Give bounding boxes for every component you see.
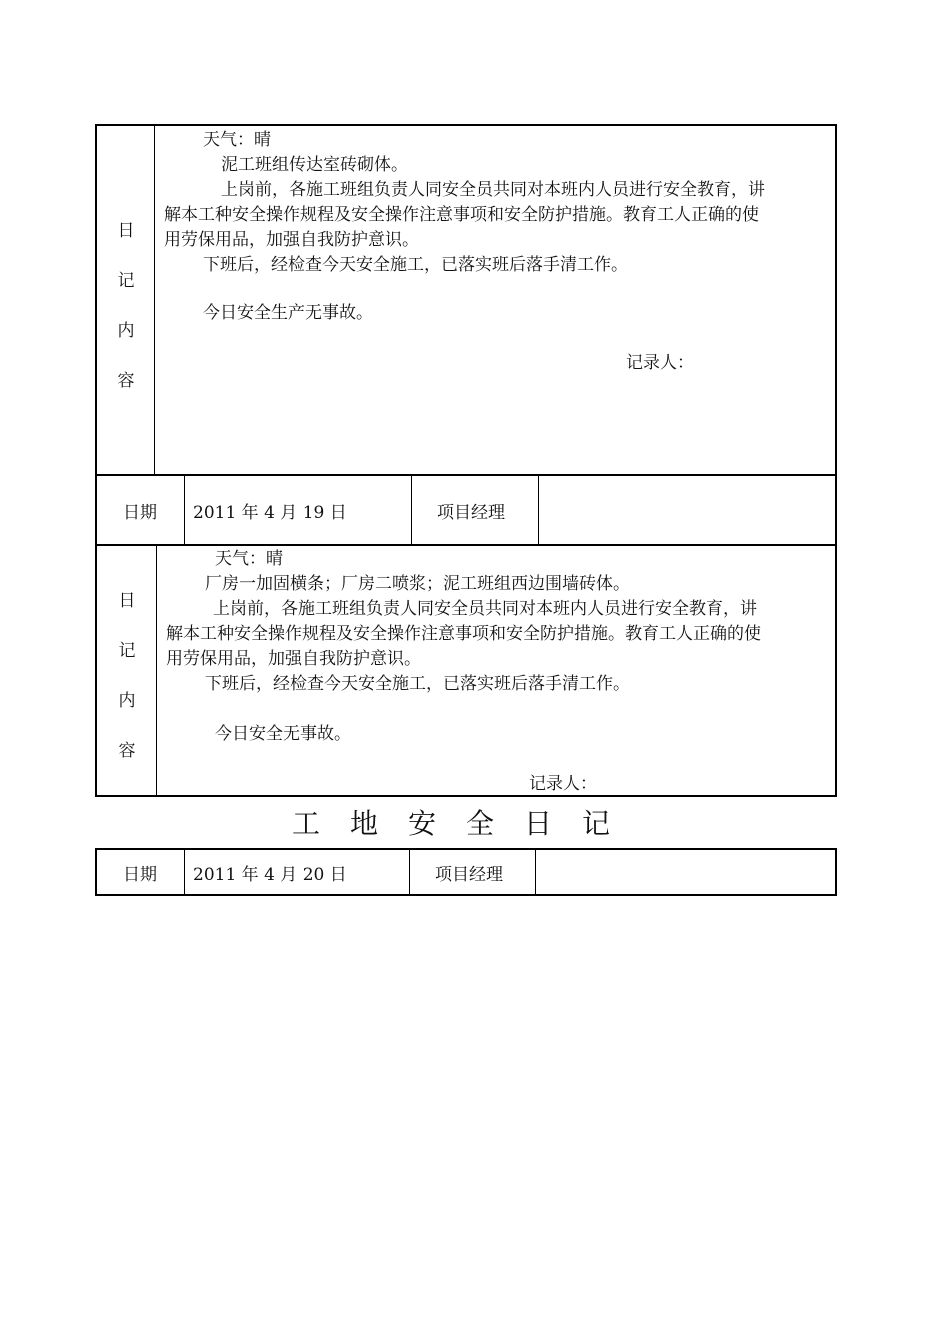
education-text-2: 解本工种安全操作规程及安全操作注意事项和安全防护措施。教育工人正确的使 xyxy=(166,624,761,644)
entry-label: 日 记 内 容 xyxy=(117,221,135,391)
after-work-text: 下班后，经检查今天安全施工，已落实班后落手清工作。 xyxy=(203,255,628,275)
education-text-1: 上岗前，各施工班组负责人同安全员共同对本班内人员进行安全教育，讲 xyxy=(221,180,765,200)
summary-text: 今日安全无事故。 xyxy=(215,724,351,744)
manager-label: 项目经理 xyxy=(435,864,503,885)
diary-entry-1 xyxy=(95,124,837,476)
education-text-1: 上岗前，各施工班组负责人同安全员共同对本班内人员进行安全教育，讲 xyxy=(213,599,757,619)
diary-entry-2 xyxy=(95,544,837,797)
work-text: 厂房一加固横条；厂房二喷浆；泥工班组西边围墙砖体。 xyxy=(205,574,630,594)
after-work-text: 下班后，经检查今天安全施工，已落实班后落手清工作。 xyxy=(205,674,630,694)
date-value: 2011 年 4 月 20 日 xyxy=(193,864,347,885)
date-row-2 xyxy=(95,848,837,896)
date-row-1 xyxy=(95,474,837,546)
summary-text: 今日安全生产无事故。 xyxy=(203,303,373,323)
date-value: 2011 年 4 月 19 日 xyxy=(193,502,347,523)
recorder-label: 记录人： xyxy=(626,353,694,373)
manager-label: 项目经理 xyxy=(437,502,505,523)
education-text-2: 解本工种安全操作规程及安全操作注意事项和安全防护措施。教育工人正确的使 xyxy=(164,205,759,225)
weather-text: 天气：晴 xyxy=(203,130,271,150)
recorder-label: 记录人： xyxy=(529,774,597,794)
education-text-3: 用劳保用品，加强自我防护意识。 xyxy=(166,649,421,669)
date-label: 日期 xyxy=(123,502,157,523)
page-title: 工地安全日记 xyxy=(291,807,640,840)
education-text-3: 用劳保用品，加强自我防护意识。 xyxy=(164,230,419,250)
weather-text: 天气：晴 xyxy=(215,549,283,569)
entry-label: 日 记 内 容 xyxy=(118,591,136,761)
work-text: 泥工班组传达室砖砌体。 xyxy=(221,155,408,175)
date-label: 日期 xyxy=(123,864,157,885)
